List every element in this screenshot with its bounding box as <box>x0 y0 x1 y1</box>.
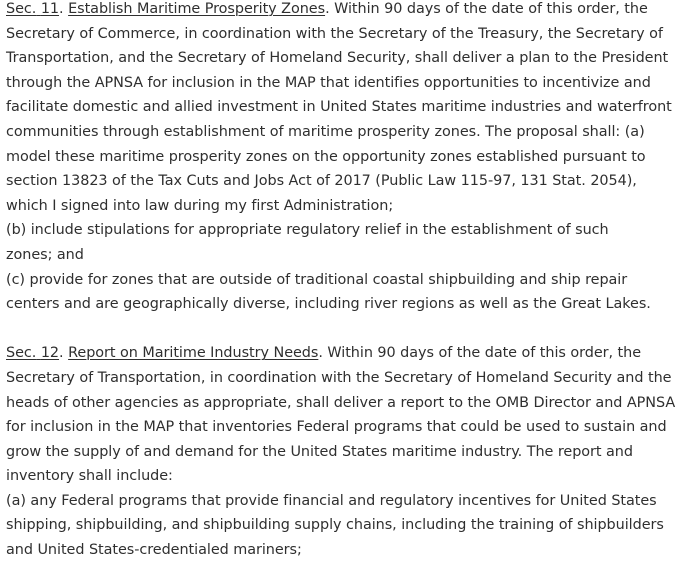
section-11-item-b: (b) include stipulations for appropriate regulatory relief in the establishment of such zones; and <box>6 222 609 263</box>
section-11-intro-paragraph: Sec. 11. Establish Maritime Prosperity Zones. Within 90 days of the date of this order, the Secretary of Commerce, in coordination with the Secretary of the Treasury, the Secretary of Transportation, and the Secretary of Homeland Security, shall deliver a plan to the President through the APNSA for inclusion in the MAP that identifies opportunities to incentivize and facilitate domestic and allied investment in United States maritime industries and waterfront communities through establishment of maritime prosperity zones. The proposal shall: (a) model these maritime prosperity zones on the opportunity zones established pursuant to section 13823 of the Tax Cuts and Jobs Act of 2017 (Public Law 115-97, 131 Stat. 2054), which I signed into law during my first Administration; <box>6 1 672 214</box>
section-title: Establish Maritime Prosperity Zones <box>68 1 326 17</box>
section-label: Sec. 12 <box>6 345 60 362</box>
section-12 <box>6 341 682 562</box>
section-intro-text: Within 90 days of the date of this order, the Secretary of Commerce, in coordination with the Secretary of the Treasury, the Secretary of Transportation, and the Secretary of Homeland Security, shall deliver a plan to the President through the APNSA for inclusion in the MAP that identifies opportunities to incentivize and facilitate domestic and allied investment in United States maritime industries and waterfront communities through establishment of maritime prosperity zones. The proposal shall: (a) model these maritime prosperity zones on the opportunity zones established pursuant to section 13823 of the Tax Cuts and Jobs Act of 2017 (Public Law 115-97, 131 Stat. 2054), which I signed into law during my first Administration; <box>6 1 672 214</box>
section-12-intro-paragraph: Sec. 12. Report on Maritime Industry Needs. Within 90 days of the date of this order, the Secretary of Transportation, in coordination with the Secretary of Homeland Security and the heads of other agencies as appropriate, shall deliver a report to the OMB Director and APNSA for inclusion in the MAP that inventories Federal programs that could be used to sustain and grow the supply of and demand for the United States maritime industry. The report and inventory shall include: <box>6 345 676 485</box>
section-title: Report on Maritime Industry Needs <box>68 345 319 362</box>
section-label: Sec. 11 <box>6 1 60 17</box>
section-11 <box>6 0 682 317</box>
section-11-item-c: (c) provide for zones that are outside of traditional coastal shipbuilding and ship repair centers and are geographically diverse, including river regions as well as the Great Lakes. <box>6 271 651 313</box>
document-body <box>6 0 682 563</box>
section-intro-text: Within 90 days of the date of this order, the Secretary of Transportation, in coordination with the Secretary of Homeland Security and the heads of other agencies as appropriate, shall deliver a report to the OMB Director and APNSA for inclusion in the MAP that inventories Federal programs that could be used to sustain and grow the supply of and demand for the United States maritime industry. The report and inventory shall include: <box>6 345 676 485</box>
section-12-item-a: (a) any Federal programs that provide financial and regulatory incentives for United States shipping, shipbuilding, and shipbuilding supply chains, including the training of shipbuilders and United States-credentialed mariners; <box>6 492 664 559</box>
